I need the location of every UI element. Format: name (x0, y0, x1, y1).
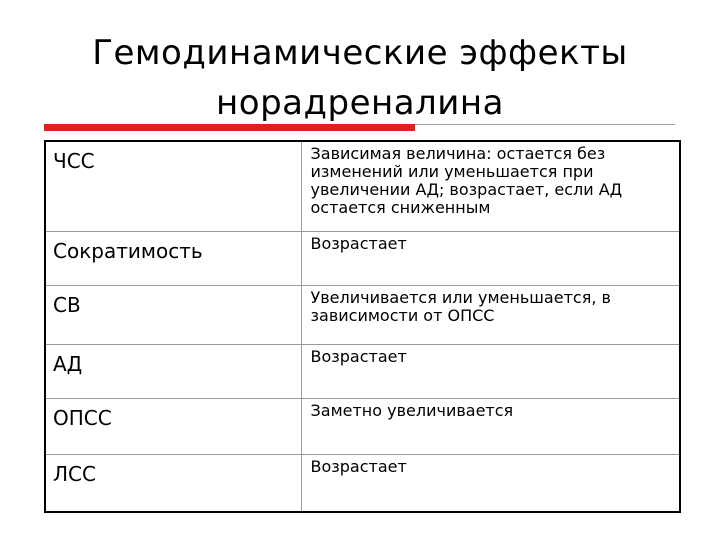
effects-table (46, 142, 679, 511)
slide-title (40, 28, 680, 128)
table-row (46, 285, 679, 344)
effect-cell: Возрастает (301, 231, 679, 285)
parameter-cell: Сократимость (46, 231, 301, 285)
parameter-cell: ЛСС (46, 454, 301, 511)
effect-cell: Возрастает (301, 454, 679, 511)
parameter-cell: СВ (46, 285, 301, 344)
effect-cell: Заметно увеличивается (301, 398, 679, 454)
title-line-2: норадреналина (216, 83, 504, 123)
title-accent-bar (44, 124, 415, 131)
table-row (46, 344, 679, 398)
parameter-cell: ЧСС (46, 142, 301, 231)
table-row (46, 142, 679, 231)
effect-cell: Возрастает (301, 344, 679, 398)
parameter-cell: ОПСС (46, 398, 301, 454)
title-divider-line (415, 124, 675, 125)
effect-cell: Увеличивается или уменьшается, в зависимости от ОПСС (301, 285, 679, 344)
effect-cell: Зависимая величина: остается без изменений или уменьшается при увеличении АД; возрастает, если АД остается сниженным (310, 144, 623, 217)
effects-table-frame (44, 140, 681, 513)
table-row (46, 454, 679, 511)
table-row (46, 398, 679, 454)
table-row (46, 231, 679, 285)
title-line-1: Гемодинамические эффекты (92, 33, 628, 73)
parameter-cell: АД (46, 344, 301, 398)
